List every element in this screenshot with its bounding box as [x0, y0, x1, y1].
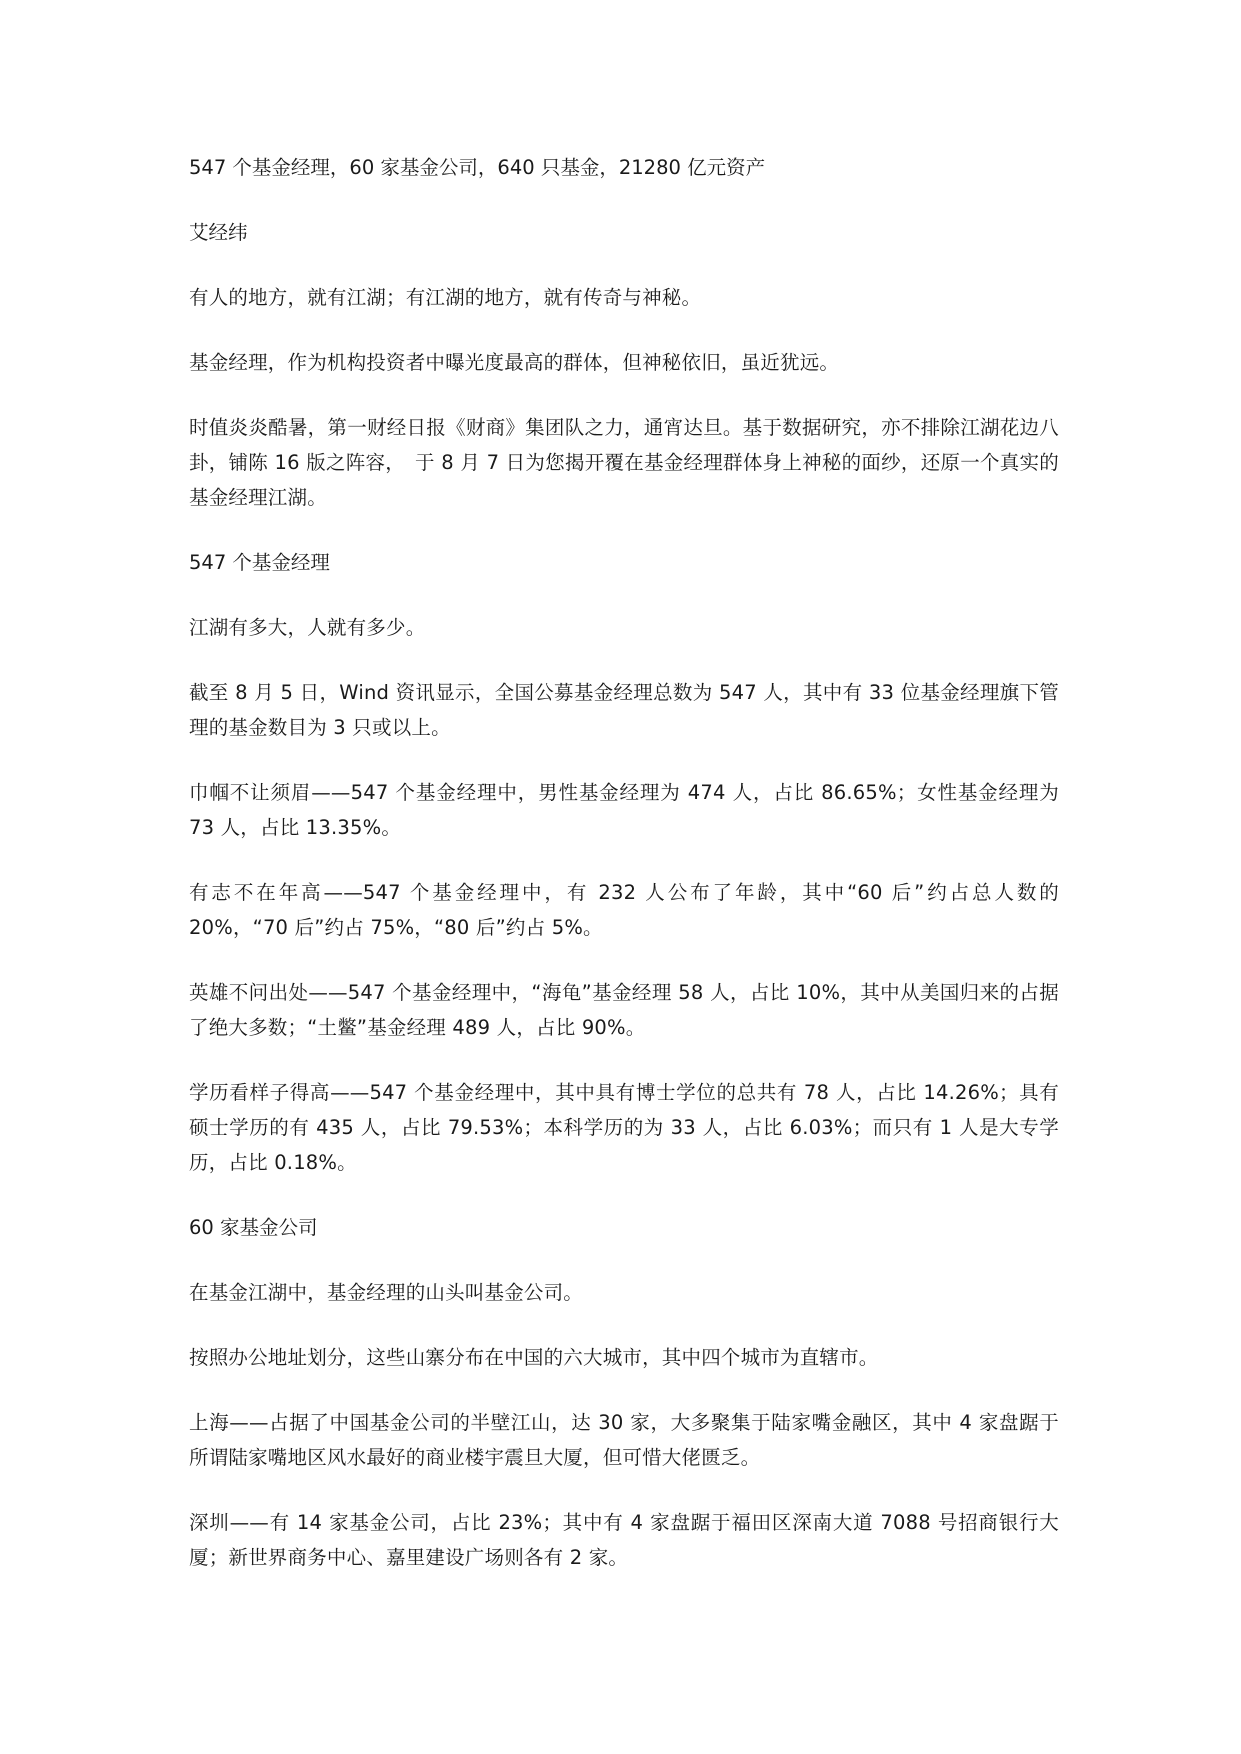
paragraph: 时值炎炎酷暑，第一财经日报《财商》集团队之力，通宵达旦。基于数据研究，亦不排除江湖花边八卦，铺陈 16 版之阵容， 于 8 月 7 日为您揭开覆在基金经理群体身上神秘的面纱，还原一个真实的基金经理江湖。 [189, 416, 1059, 509]
paragraph: 在基金江湖中，基金经理的山头叫基金公司。 [189, 1281, 584, 1304]
paragraph: 江湖有多大，人就有多少。 [189, 616, 426, 639]
paragraph: 截至 8 月 5 日，Wind 资讯显示，全国公募基金经理总数为 547 人，其中有 33 位基金经理旗下管理的基金数目为 3 只或以上。 [189, 681, 1059, 739]
paragraph: 有志不在年高——547 个基金经理中，有 232 人公布了年龄，其中“60 后”约占总人数的 20%，“70 后”约占 75%，“80 后”约占 5%。 [189, 881, 1059, 939]
paragraph: 英雄不问出处——547 个基金经理中，“海龟”基金经理 58 人，占比 10%，其中从美国归来的占据了绝大多数；“土鳖”基金经理 489 人，占比 90%。 [189, 981, 1059, 1039]
section-heading-companies: 60 家基金公司 [189, 1216, 318, 1239]
paragraph: 有人的地方，就有江湖；有江湖的地方，就有传奇与神秘。 [189, 286, 702, 309]
document-title: 547 个基金经理，60 家基金公司，640 只基金，21280 亿元资产 [189, 156, 766, 179]
document-page [189, 150, 1059, 1605]
section-heading-managers: 547 个基金经理 [189, 551, 330, 574]
paragraph: 深圳——有 14 家基金公司，占比 23%；其中有 4 家盘踞于福田区深南大道 7088 号招商银行大厦；新世界商务中心、嘉里建设广场则各有 2 家。 [189, 1511, 1059, 1569]
paragraph: 巾帼不让须眉——547 个基金经理中，男性基金经理为 474 人，占比 86.65%；女性基金经理为 73 人，占比 13.35%。 [189, 781, 1059, 839]
paragraph: 学历看样子得高——547 个基金经理中，其中具有博士学位的总共有 78 人，占比 14.26%；具有硕士学历的有 435 人，占比 79.53%；本科学历的为 33 人，占比 6.03%；而只有 1 人是大专学历，占比 0.18%。 [189, 1081, 1059, 1174]
paragraph: 基金经理，作为机构投资者中曝光度最高的群体，但神秘依旧，虽近犹远。 [189, 351, 840, 374]
paragraph: 按照办公地址划分，这些山寨分布在中国的六大城市，其中四个城市为直辖市。 [189, 1346, 879, 1369]
paragraph: 上海——占据了中国基金公司的半壁江山，达 30 家，大多聚集于陆家嘴金融区，其中 4 家盘踞于所谓陆家嘴地区风水最好的商业楼宇震旦大厦，但可惜大佬匮乏。 [189, 1411, 1059, 1469]
author-name: 艾经纬 [189, 221, 248, 244]
